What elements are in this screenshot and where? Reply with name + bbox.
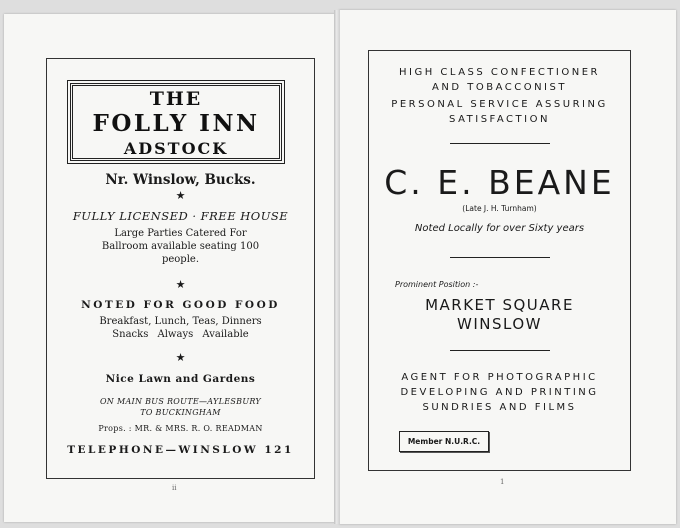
late-owner: (Late J. H. Turnham) [462, 204, 537, 213]
licensed-line: FULLY LICENSED · FREE HOUSE [72, 209, 289, 223]
noted-locally: Noted Locally for over Sixty years [414, 223, 585, 234]
divider [450, 350, 550, 351]
proprietors: Props. : MR. & MRS. R. O. READMAN [98, 424, 263, 433]
beane-advert [368, 50, 631, 471]
high-class-text: HIGH CLASS CONFECTIONER AND TOBACCONIST [399, 67, 600, 93]
telephone: TELEPHONE—WINSLOW 121 [67, 444, 294, 456]
divider [450, 143, 550, 144]
meals-text: Breakfast, Lunch, Teas, Dinners Snacks Always Available [99, 316, 262, 340]
prominent-position: Prominent Position :- [395, 280, 479, 289]
member-badge: Member N.U.R.C. [399, 431, 489, 452]
agent-text: AGENT FOR PHOTOGRAPHIC DEVELOPING AND PRINTING SUNDRIES AND FILMS [400, 372, 599, 413]
left-page-number: ii [172, 484, 177, 492]
right-page-number: 1 [500, 478, 505, 486]
folly-inn-advert [46, 58, 315, 479]
location: Nr. Winslow, Bucks. [105, 172, 256, 188]
title-the: THE [149, 88, 203, 110]
personal-service-text: PERSONAL SERVICE ASSURING SATISFACTION [391, 99, 608, 125]
star-icon: ★ [175, 351, 186, 364]
noted-food-heading: NOTED FOR GOOD FOOD [81, 299, 280, 311]
lawn-heading: Nice Lawn and Gardens [105, 373, 256, 385]
star-icon: ★ [175, 278, 186, 291]
title-adstock: ADSTOCK [123, 139, 229, 158]
market-square: MARKET SQUARE WINSLOW [425, 296, 574, 333]
divider [450, 257, 550, 258]
star-icon: ★ [175, 189, 186, 202]
catering-text: Large Parties Catered For Ballroom available seating 100 people. [101, 228, 260, 265]
book-gutter [334, 10, 340, 524]
shop-name: C. E. BEANE [384, 163, 615, 202]
title-folly-inn: FOLLY INN [92, 110, 260, 137]
title-box [70, 83, 282, 161]
bus-route-text: ON MAIN BUS ROUTE—AYLESBURY TO BUCKINGHAM [99, 397, 262, 417]
